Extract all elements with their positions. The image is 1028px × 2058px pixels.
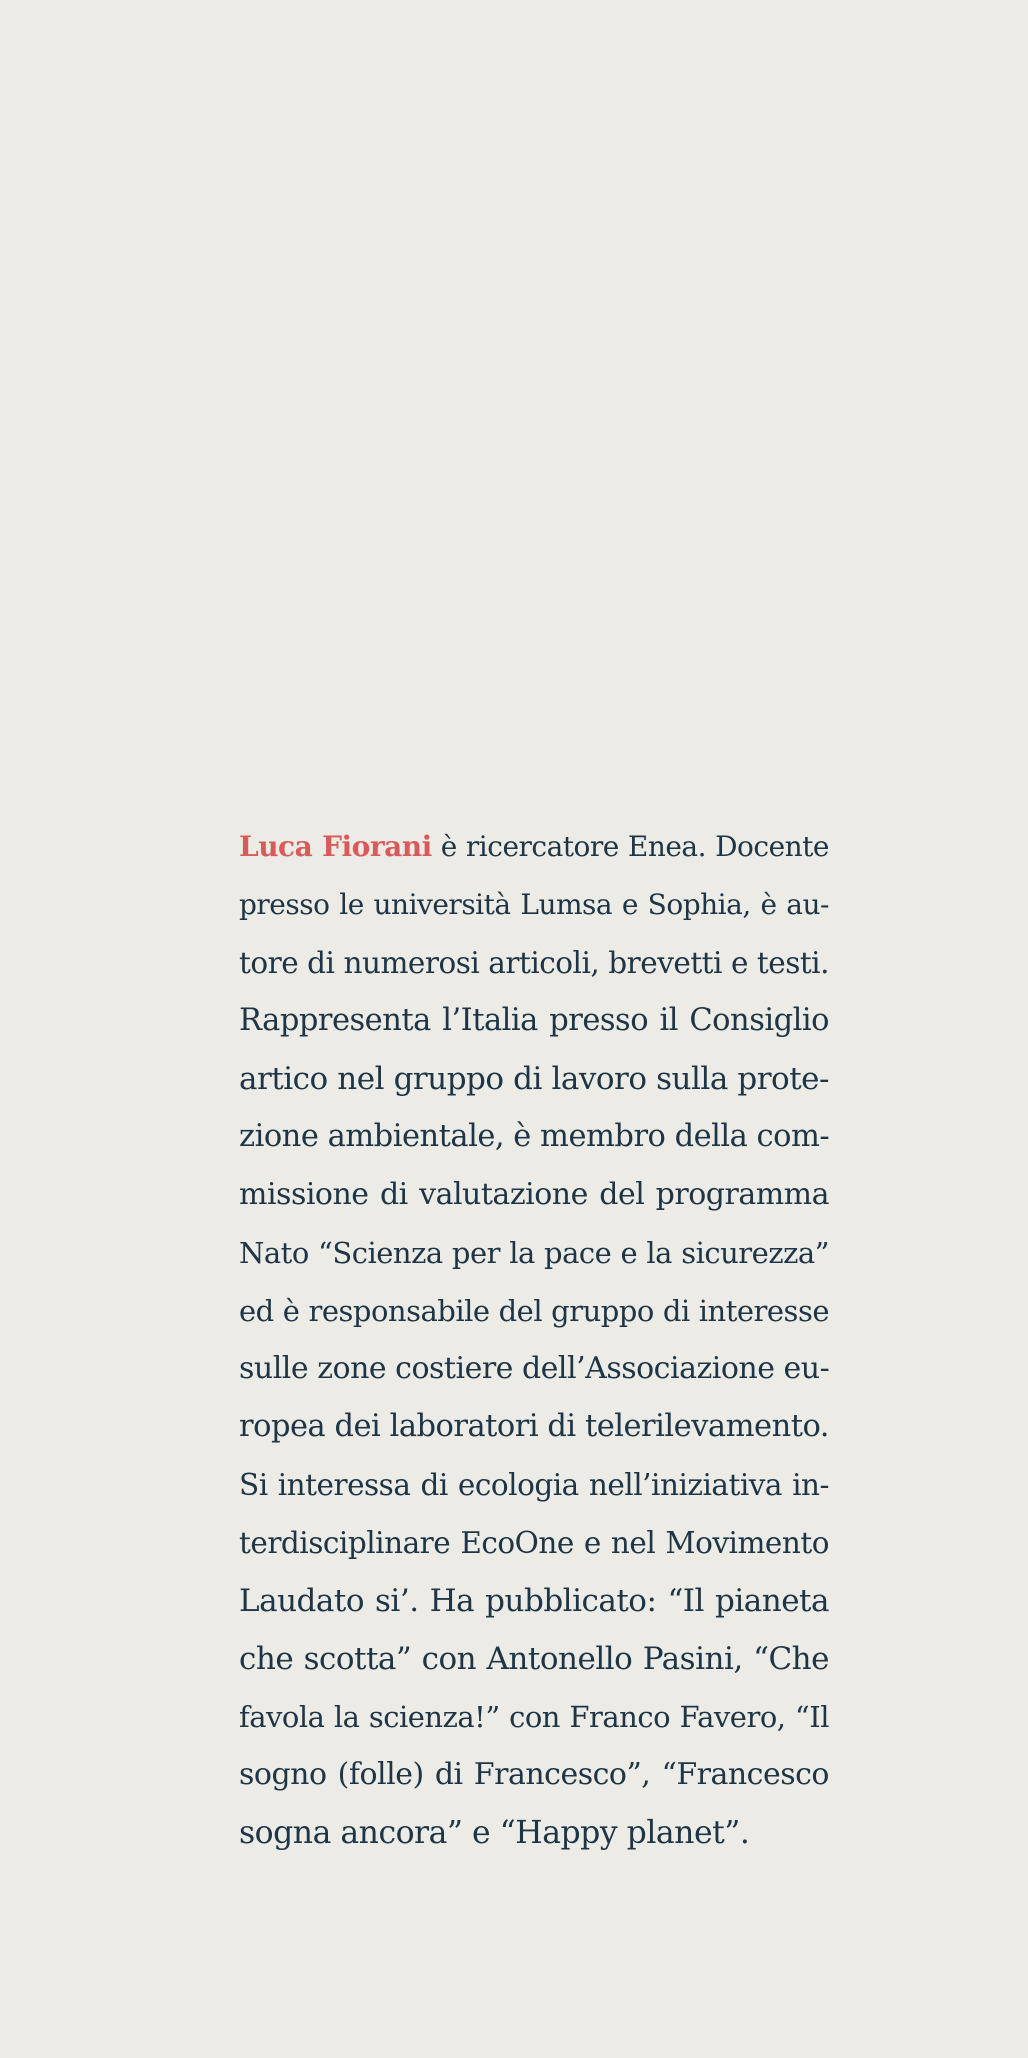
bio-line: tore di numerosi articoli, brevetti e testi. bbox=[239, 946, 829, 980]
bio-line: sogna ancora” e “Happy planet”. bbox=[239, 1815, 750, 1851]
bio-line: presso le università Lumsa e Sophia, è au- bbox=[239, 888, 829, 921]
bio-line: Rappresenta l’Italia presso il Consiglio bbox=[239, 1003, 829, 1038]
bio-line: terdisciplinare EcoOne e nel Movimento bbox=[239, 1526, 829, 1560]
bio-line: sogno (folle) di Francesco”, “Francesco bbox=[239, 1757, 829, 1792]
bio-line: che scotta” con Antonello Pasini, “Che bbox=[239, 1641, 829, 1677]
bio-line: missione di valutazione del programma bbox=[239, 1177, 829, 1212]
bio-line: Laudato si’. Ha pubblicato: “Il pianeta bbox=[239, 1583, 829, 1619]
bio-line: artico nel gruppo di lavoro sulla prote- bbox=[239, 1061, 829, 1097]
bio-line: ropea dei laboratori di telerilevamento. bbox=[239, 1409, 829, 1444]
bio-line: ed è responsabile del gruppo di interesse bbox=[239, 1294, 829, 1328]
bio-line: zione ambientale, è membro della com- bbox=[239, 1119, 830, 1154]
bio-line: sulle zone costiere dell’Associazione eu- bbox=[239, 1351, 830, 1386]
author-biography bbox=[239, 818, 829, 1862]
bio-line: favola la scienza!” con Franco Favero, “Il bbox=[239, 1700, 829, 1734]
bio-line: Si interessa di ecologia nell’iniziativa in- bbox=[239, 1468, 829, 1502]
author-name: Luca Fiorani bbox=[239, 830, 432, 863]
bio-line bbox=[239, 818, 829, 876]
bio-first-line-text: è ricercatore Enea. Docente bbox=[431, 830, 829, 863]
bio-line: Nato “Scienza per la pace e la sicurezza” bbox=[239, 1236, 829, 1270]
